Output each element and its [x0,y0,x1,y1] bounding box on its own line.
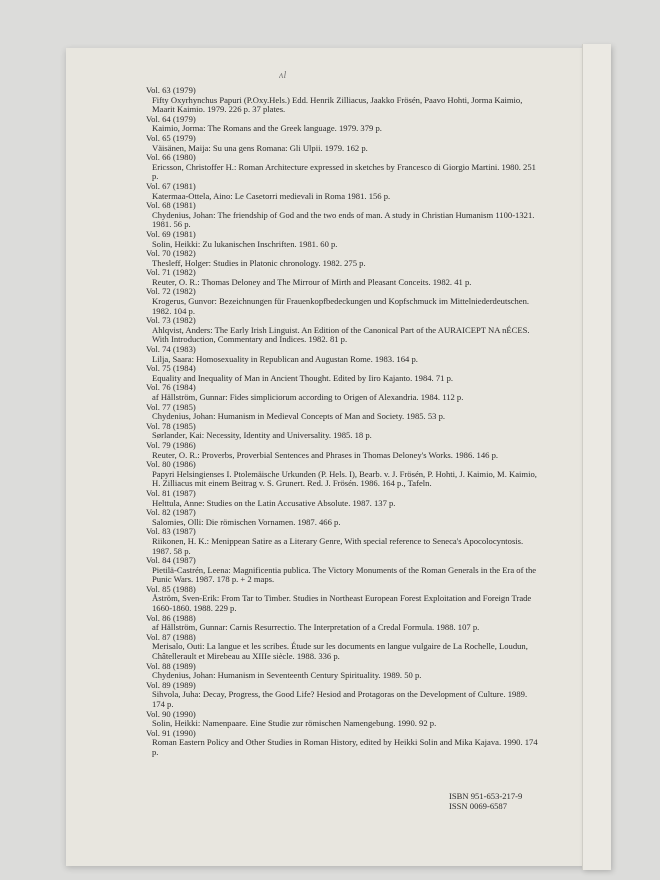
volume-description: Reuter, O. R.: Proverbs, Proverbial Sentences and Phrases in Thomas Deloney's Works. 1986. 146 p. [152,449,499,460]
volume-description: Papyri Helsingienses I. Ptolemäische Urkunden (P. Hels. I), Bearb. v. J. Frösén, P. Hohti, J. Kaimio, M. Kaimio, H. Zilliacus mit einem Beitrag v. S. Grunert. Red. J. Frösén. 1986. 164 p., Tafeln. [152,468,537,489]
volume-label: Vol. 77 (1985) [146,401,196,412]
publication-entry [146,441,538,460]
volume-description: Thesleff, Holger: Studies in Platonic chronology. 1982. 275 p. [152,257,366,268]
volume-label: Vol. 80 (1986) [146,459,196,470]
volume-label: Vol. 75 (1984) [146,363,196,374]
publication-entry [146,633,538,662]
volume-label: Vol. 72 (1982) [146,286,196,297]
volume-description: Ericsson, Christoffer H.: Roman Architecture expressed in sketches by Francesco di Giorgio Martini. 1980. 251 p. [152,161,536,182]
publication-entry [146,681,538,710]
volume-description: Sihvola, Juha: Decay, Progress, the Good Life? Hesiod and Protagoras on the Development of Culture. 1989. 174 p. [152,689,528,709]
publication-entry [146,249,538,268]
volume-label: Vol. 70 (1982) [146,248,196,259]
volume-label: Vol. 65 (1979) [146,132,196,143]
volume-label: Vol. 73 (1982) [146,315,196,326]
volume-label: Vol. 89 (1989) [146,679,196,690]
volume-label: Vol. 84 (1987) [146,555,196,566]
publication-entry [146,201,538,230]
publication-entry [146,182,538,201]
volume-label: Vol. 88 (1989) [146,660,196,671]
publication-entry [146,316,538,345]
volume-description: Solin, Heikki: Zu lukanischen Inschriften. 1981. 60 p. [152,238,338,249]
volume-description: af Hällström, Gunnar: Fides simpliciorum according to Origen of Alexandria. 1984. 112 p. [152,392,464,402]
volume-label: Vol. 79 (1986) [146,439,196,450]
publication-entry [146,364,538,383]
volume-description: Krogerus, Gunvor: Bezeichnungen für Frauenkopfbedeckungen und Kopfschmuck im Mittelniederdeutschen. 1982. 104 p. [152,296,530,316]
volume-description: Åström, Sven-Erik: From Tar to Timber. Studies in Northeast European Forest Exploitation and Foreign Trade 1660-1860. 1988. 229 p. [152,593,532,614]
publication-entry [146,287,538,316]
book-spine-edge [582,44,611,870]
volume-label: Vol. 69 (1981) [146,228,196,239]
publication-entry [146,729,538,758]
publication-entry [146,662,538,681]
publication-entry [146,230,538,249]
publication-entry [146,585,538,614]
publication-entry [146,422,538,441]
volume-label: Vol. 87 (1988) [146,631,196,642]
volume-description: Merisalo, Outi: La langue et les scribes. Étude sur les documents en langue vulgaire de La Rochelle, Loudun, Châtellerault et Mirebeau au XIIIe siècle. 1988. 336 p. [152,641,528,662]
volume-label: Vol. 71 (1982) [146,267,196,278]
issn-number: ISSN 0069-6587 [449,801,508,811]
volume-label: Vol. 78 (1985) [146,420,196,431]
volume-description: Sørlander, Kai: Necessity, Identity and Universality. 1985. 18 p. [152,430,372,441]
volume-description: Roman Eastern Policy and Other Studies in Roman History, edited by Heikki Solin and Mika Kajava. 1990. 174 p. [152,737,538,757]
publication-entry [146,460,538,489]
volume-description: Chydenius, Johan: The friendship of God and the two ends of man. A study in Christian Humanism 1100-1321. 1981. 56 p. [152,209,535,230]
volume-label: Vol. 68 (1981) [146,200,196,211]
volume-label: Vol. 91 (1990) [146,727,196,738]
publication-entry [146,268,538,287]
isbn-number: ISBN 951-653-217-9 [449,791,523,801]
publication-entry [146,153,538,182]
volume-description: Fifty Oxyrhynchus Papuri (P.Oxy.Hels.) Edd. Henrik Zilliacus, Jaakko Frösén, Paavo Hohti, Jorma Kaimio, Maarit Kaimio. 1979. 226 p. 37 plates. [152,94,523,115]
publication-entry [146,527,538,556]
volume-label: Vol. 64 (1979) [146,113,196,124]
volume-label: Vol. 81 (1987) [146,487,196,498]
volume-description: Reuter, O. R.: Thomas Deloney and The Mirrour of Mirth and Pleasant Conceits. 1982. 41 p. [152,276,472,287]
volume-description: Chydenius, Johan: Humanism in Seventeenth Century Spirituality. 1989. 50 p. [152,670,422,681]
volume-description: af Hällström, Gunnar: Carnis Resurrectio. The Interpretation of a Credal Formula. 1988. 107 p. [152,622,480,633]
identifier-block [449,791,522,811]
volume-description: Solin, Heikki: Namenpaare. Eine Studie zur römischen Namengebung. 1990. 92 p. [152,718,437,729]
publication-entry [146,710,538,729]
volume-description: Katermaa-Ottela, Aino: Le Casetorri medievali in Roma 1981. 156 p. [152,190,391,201]
volume-label: Vol. 63 (1979) [146,85,196,95]
volume-description: Salomies, Olli: Die römischen Vornamen. 1987. 466 p. [152,516,341,527]
publication-entry [146,403,538,422]
volume-description: Väisänen, Maija: Su una gens Romana: Gli Ulpii. 1979. 162 p. [152,142,368,153]
volume-label: Vol. 90 (1990) [146,708,196,719]
publication-entry [146,383,538,402]
volume-label: Vol. 83 (1987) [146,526,196,537]
publication-entry [146,614,538,633]
volume-label: Vol. 74 (1983) [146,344,196,355]
publication-entry [146,115,538,134]
volume-description: Helttula, Anne: Studies on the Latin Accusative Absolute. 1987. 137 p. [152,497,396,508]
volume-label: Vol. 85 (1988) [146,583,196,594]
volume-label: Vol. 66 (1980) [146,152,196,163]
volume-description: Pietilä-Castrén, Leena: Magnificentia publica. The Victory Monuments of the Roman Generals in the Era of the Punic Wars. 1987. 178 p. + 2 maps. [152,564,537,585]
publication-entry [146,508,538,527]
volume-description: Ahlqvist, Anders: The Early Irish Linguist. An Edition of the Canonical Part of the AURAICEPT NA nÉCES. With Introduction, Commentary and Indices. 1982. 81 p. [152,324,530,345]
publication-entry [146,134,538,153]
publication-entry [146,489,538,508]
volume-description: Equality and Inequality of Man in Ancient Thought. Edited by Iiro Kajanto. 1984. 71 p. [152,372,454,383]
volume-label: Vol. 82 (1987) [146,507,196,518]
publication-list [146,86,538,758]
publication-entry [146,556,538,585]
volume-description: Riikonen, H. K.: Menippean Satire as a Literary Genre, With special reference to Seneca's Apocolocyntosis. 1987. 58 p. [152,535,524,556]
volume-label: Vol. 76 (1984) [146,382,196,393]
volume-description: Kaimio, Jorma: The Romans and the Greek language. 1979. 379 p. [152,123,382,134]
pen-mark: ʌl [279,70,287,81]
volume-description: Lilja, Saara: Homosexuality in Republican and Augustan Rome. 1983. 164 p. [152,353,418,364]
publication-entry [146,86,538,115]
volume-label: Vol. 67 (1981) [146,180,196,191]
publication-entry [146,345,538,364]
volume-label: Vol. 86 (1988) [146,612,196,623]
volume-description: Chydenius, Johan: Humanism in Medieval Concepts of Man and Society. 1985. 53 p. [152,411,446,422]
